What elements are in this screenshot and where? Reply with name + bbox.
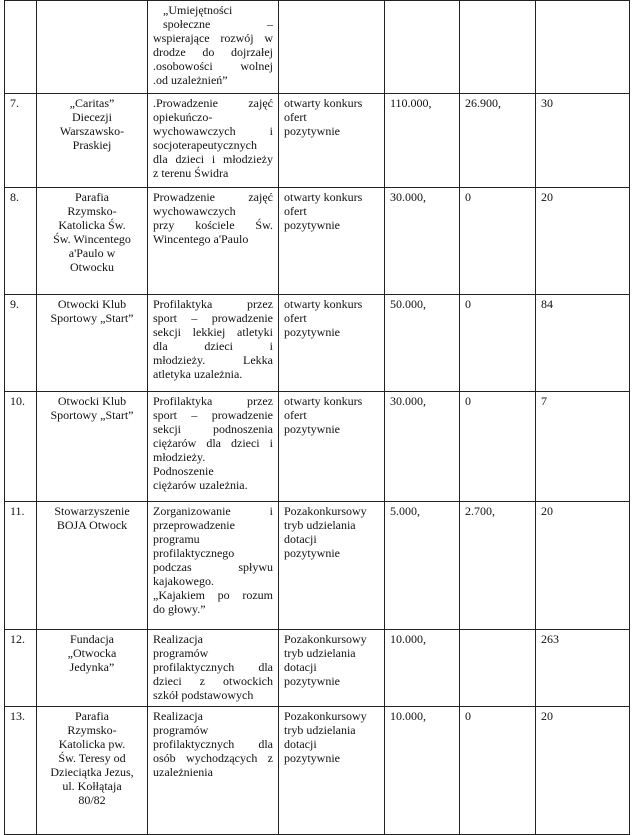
org-line: „Otwocka <box>67 646 117 660</box>
task-line: przeprowadzenie <box>153 518 235 532</box>
task-line: z terenu Świdra <box>153 166 229 180</box>
task-line: opiekuńczo- <box>153 110 213 124</box>
cell-amount-requested: 30.000, <box>385 188 460 295</box>
mode-line: pozytywnie <box>284 674 340 688</box>
cell-task <box>148 502 279 630</box>
task-line: „Umiejętności <box>163 3 233 17</box>
task-line: socjoterapeutycznych <box>153 138 257 152</box>
mode-line: Pozakonkursowy <box>284 709 367 723</box>
cell-task <box>148 392 279 502</box>
org-line: Praskiej <box>72 138 112 152</box>
task-line: .osobowości wolnej <box>153 59 273 73</box>
org-line: Sportowy „Start” <box>50 408 134 422</box>
org-line: Otwocki Klub <box>57 297 127 311</box>
cell-organization <box>37 94 148 188</box>
cell-task <box>148 94 279 188</box>
cell-amount-requested: 10.000, <box>385 707 460 835</box>
cell-amount-requested <box>385 1 460 94</box>
org-line: „Caritas” <box>69 96 115 110</box>
org-line: Katolicka Św. <box>58 218 126 232</box>
table-row <box>5 188 630 295</box>
task-line: profilaktycznych dla <box>153 737 273 751</box>
cell-participants: 84 <box>536 295 630 392</box>
mode-line: pozytywnie <box>284 325 340 339</box>
mode-line: tryb udzielania <box>284 723 356 737</box>
cell-amount-requested: 110.000, <box>385 94 460 188</box>
cell-task <box>148 1 279 94</box>
task-line: sekcji podnoszenia <box>153 422 273 436</box>
task-line: społeczne – <box>163 17 273 31</box>
cell-organization <box>37 295 148 392</box>
table-row <box>5 630 630 707</box>
table-row <box>5 295 630 392</box>
task-line: Prowadzenie zajęć <box>153 190 273 204</box>
cell-participants: 20 <box>536 502 630 630</box>
cell-participants: 263 <box>536 630 630 707</box>
cell-task <box>148 295 279 392</box>
task-line: Realizacja <box>153 632 203 646</box>
mode-line: pozytywnie <box>284 751 340 765</box>
mode-line: ofert <box>284 408 307 422</box>
task-line: .Prowadzenie zajęć <box>153 96 273 110</box>
cell-participants: 20 <box>536 188 630 295</box>
org-line: Parafia <box>75 190 109 204</box>
cell-organization <box>37 392 148 502</box>
grants-table <box>4 0 630 835</box>
mode-line: dotacji <box>284 532 317 546</box>
cell-participants <box>536 1 630 94</box>
mode-line: dotacji <box>284 737 317 751</box>
task-line: wspierające rozwój w <box>153 31 273 45</box>
cell-task <box>148 630 279 707</box>
cell-mode <box>279 1 385 94</box>
cell-mode <box>279 707 385 835</box>
org-line: BOJA Otwock <box>56 518 128 532</box>
task-line: profilaktycznych dla <box>153 660 273 674</box>
cell-no: 12. <box>5 630 37 707</box>
task-line: „Kajakiem po rozum <box>153 588 273 602</box>
org-line: Fundacja <box>70 632 114 646</box>
task-line: Profilaktyka przez <box>153 297 273 311</box>
cell-organization <box>37 707 148 835</box>
mode-line: Pozakonkursowy <box>284 504 367 518</box>
cell-task <box>148 707 279 835</box>
task-line: sport – prowadzenie <box>153 311 273 325</box>
org-line: Parafia <box>75 709 109 723</box>
cell-amount-granted: 26.900, <box>460 94 536 188</box>
org-line: Otwocku <box>70 260 114 274</box>
task-line: dla dzieci i młodzieży <box>153 152 273 166</box>
task-line: atletyka uzależnia. <box>153 367 243 381</box>
mode-line: ofert <box>284 311 307 325</box>
cell-organization <box>37 188 148 295</box>
mode-line: tryb udzielania <box>284 646 356 660</box>
mode-line: otwarty konkurs <box>284 394 363 408</box>
task-line: uzależnienia <box>153 765 213 779</box>
org-line: Rzymsko- <box>67 204 117 218</box>
mode-line: otwarty konkurs <box>284 297 363 311</box>
org-line: Św. Teresy od <box>58 751 126 765</box>
cell-no <box>5 1 37 94</box>
cell-participants: 20 <box>536 707 630 835</box>
mode-line: pozytywnie <box>284 124 340 138</box>
mode-line: dotacji <box>284 660 317 674</box>
task-line: drodze do dojrzałej <box>153 45 273 59</box>
table-row <box>5 392 630 502</box>
task-line: młodzieży. <box>153 450 206 464</box>
task-line: ciężarów uzależnia. <box>153 478 248 492</box>
org-line: Stowarzyszenie <box>54 504 130 518</box>
task-line: kajakowego. <box>153 574 214 588</box>
cell-no: 13. <box>5 707 37 835</box>
task-line: wychowawczych <box>153 204 236 218</box>
cell-participants: 30 <box>536 94 630 188</box>
cell-amount-granted <box>460 1 536 94</box>
cell-amount-granted <box>460 630 536 707</box>
task-line: ciężarów dla dzieci i <box>153 436 273 450</box>
org-line: Rzymsko- <box>67 723 117 737</box>
cell-amount-granted: 2.700, <box>460 502 536 630</box>
cell-amount-requested: 10.000, <box>385 630 460 707</box>
mode-line: pozytywnie <box>284 218 340 232</box>
table-row-continued <box>5 1 630 94</box>
task-line: programów <box>153 646 209 660</box>
cell-amount-requested: 30.000, <box>385 392 460 502</box>
cell-no: 9. <box>5 295 37 392</box>
task-line: przy kościele Św. <box>153 218 273 232</box>
cell-mode <box>279 295 385 392</box>
task-line: do głowy.” <box>153 602 206 616</box>
cell-amount-granted: 0 <box>460 392 536 502</box>
mode-line: otwarty konkurs <box>284 96 363 110</box>
cell-task <box>148 188 279 295</box>
cell-amount-requested: 5.000, <box>385 502 460 630</box>
cell-mode <box>279 630 385 707</box>
task-line: Zorganizowanie i <box>153 504 273 518</box>
org-line: 80/82 <box>78 793 106 807</box>
task-line: Realizacja <box>153 709 203 723</box>
cell-organization <box>37 630 148 707</box>
cell-mode <box>279 94 385 188</box>
org-line: Jedynka” <box>69 660 115 674</box>
task-line: wychowawczych i <box>153 124 273 138</box>
mode-line: pozytywnie <box>284 422 340 436</box>
task-line: młodzieży. Lekka <box>153 353 273 367</box>
cell-participants: 7 <box>536 392 630 502</box>
task-line: .od uzależnień” <box>153 73 228 87</box>
org-line: Katolicka pw. <box>58 737 126 751</box>
cell-organization <box>37 502 148 630</box>
cell-mode <box>279 188 385 295</box>
task-line: dla dzieci i <box>153 339 273 353</box>
task-line: profilaktycznego <box>153 546 235 560</box>
cell-no: 8. <box>5 188 37 295</box>
org-line: Warszawsko- <box>59 124 125 138</box>
task-line: podczas spływu <box>153 560 273 574</box>
org-line: Otwocki Klub <box>57 394 127 408</box>
mode-line: ofert <box>284 110 307 124</box>
org-line: Sportowy „Start” <box>50 311 134 325</box>
task-line: dzieci z otwockich <box>153 674 273 688</box>
task-line: sekcji lekkiej atletyki <box>153 325 273 339</box>
cell-no: 11. <box>5 502 37 630</box>
org-line: Św. Wincentego <box>53 232 131 246</box>
task-line: Profilaktyka przez <box>153 394 273 408</box>
cell-amount-granted: 0 <box>460 188 536 295</box>
cell-amount-granted: 0 <box>460 295 536 392</box>
task-line: programu <box>153 532 200 546</box>
table-row <box>5 707 630 835</box>
task-line: osób wychodzących z <box>153 751 273 765</box>
cell-mode <box>279 502 385 630</box>
task-line: sport – prowadzenie <box>153 408 273 422</box>
cell-organization <box>37 1 148 94</box>
org-line: ul. Kołłątaja <box>62 779 122 793</box>
org-line: a'Paulo w <box>68 246 116 260</box>
cell-mode <box>279 392 385 502</box>
table-row <box>5 502 630 630</box>
task-line: programów <box>153 723 209 737</box>
mode-line: tryb udzielania <box>284 518 356 532</box>
org-line: Diecezji <box>72 110 112 124</box>
cell-amount-requested: 50.000, <box>385 295 460 392</box>
task-line: szkół podstawowych <box>153 688 254 702</box>
table-row <box>5 94 630 188</box>
task-line: Wincentego a'Paulo <box>153 232 249 246</box>
cell-no: 10. <box>5 392 37 502</box>
mode-line: pozytywnie <box>284 546 340 560</box>
mode-line: ofert <box>284 204 307 218</box>
cell-no: 7. <box>5 94 37 188</box>
org-line: Dzieciątka Jezus, <box>50 765 134 779</box>
mode-line: Pozakonkursowy <box>284 632 367 646</box>
cell-amount-granted: 0 <box>460 707 536 835</box>
mode-line: otwarty konkurs <box>284 190 363 204</box>
task-line: Podnoszenie <box>153 464 214 478</box>
